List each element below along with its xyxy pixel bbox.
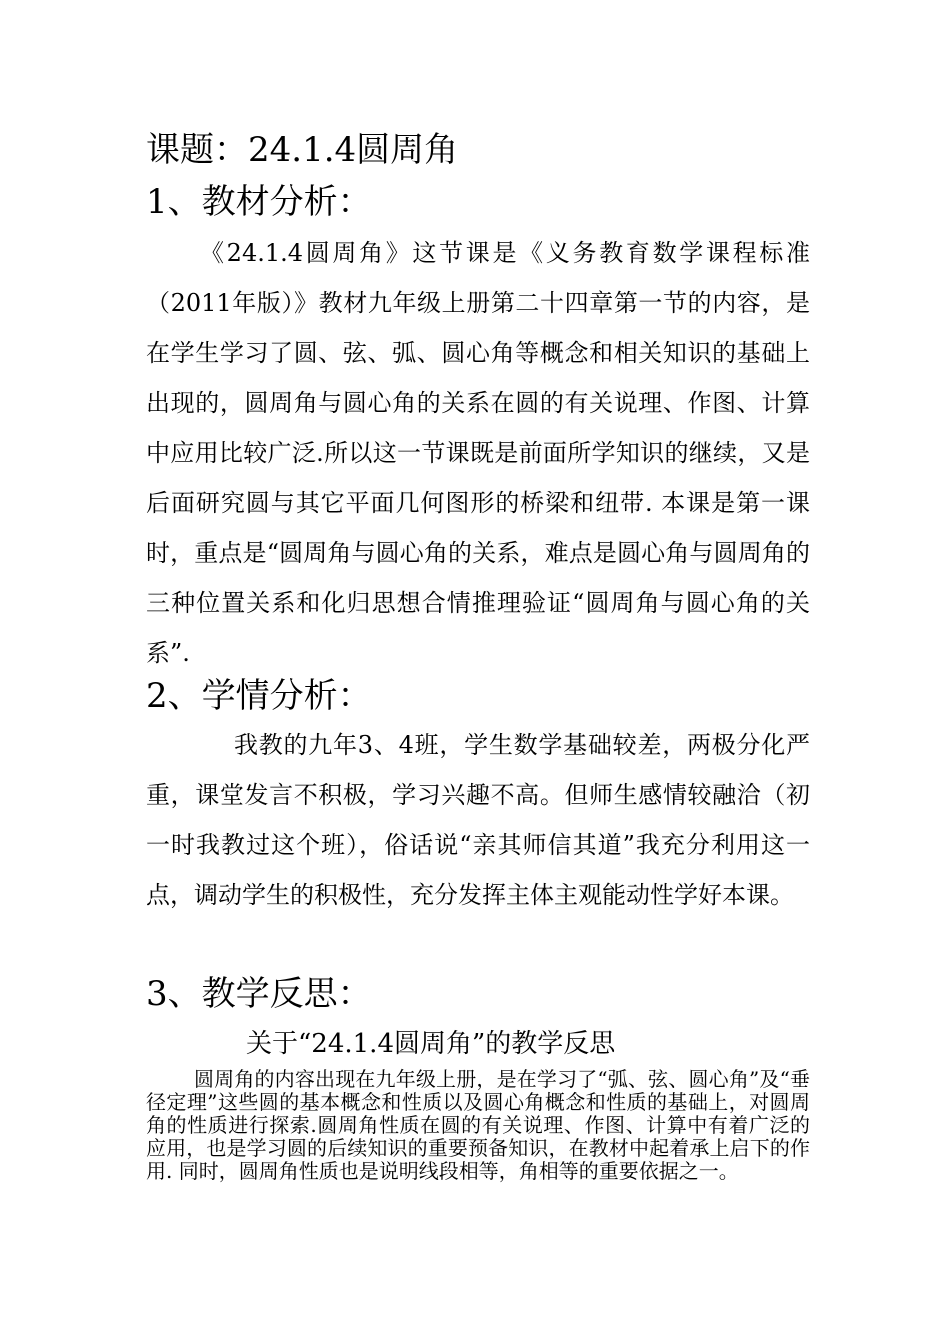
section-paragraph-teaching-reflection: 圆周角的内容出现在九年级上册，是在学习了“弧、弦、圆心角”及“垂径定理”这些圆的基本概念和性质以及圆心角概念和性质的基础上，对圆周角的性质进行探索.圆周角性质在圆的有关说理、作图、计算中有着广泛的应用，也是学习圆的后续知识的重要预备知识，在教材中起着承上启下的作用. 同时，圆周角性质也是说明线段相等，角相等的重要依据之一。 xyxy=(146,1067,810,1183)
section-paragraph-student-analysis: 我教的九年3、4班，学生数学基础较差，两极分化严重，课堂发言不积极，学习兴趣不高。但师生感情较融洽（初一时我教过这个班），俗话说“亲其师信其道”我充分利用这一点，调动学生的积极性，充分发挥主体主观能动性学好本课。 xyxy=(146,731,810,909)
document-title: 课题：24.1.4圆周角 xyxy=(146,130,459,170)
section-heading-textbook-analysis: 1、教材分析： xyxy=(146,182,372,222)
section-paragraph-textbook-analysis: 《24.1.4圆周角》这节课是《义务教育数学课程标准（2011年版）》教材九年级上册第二十四章第一节的内容，是在学生学习了圆、弦、弧、圆心角等概念和相关知识的基础上出现的，圆周角与圆心角的关系在圆的有关说理、作图、计算中应用比较广泛.所以这一节课既是前面所学知识的继续，又是后面研究圆与其它平面几何图形的桥梁和纽带. 本课是第一课时，重点是“圆周角与圆心角的关系，难点是圆心角与圆周角的三种位置关系和化归思想合情推理验证“圆周角与圆心角的关系”. xyxy=(146,239,810,667)
section-heading-teaching-reflection: 3、教学反思： xyxy=(146,974,372,1014)
section-heading-student-analysis: 2、学情分析： xyxy=(146,676,372,716)
reflection-subtitle: 关于“24.1.4圆周角”的教学反思 xyxy=(246,1029,616,1059)
